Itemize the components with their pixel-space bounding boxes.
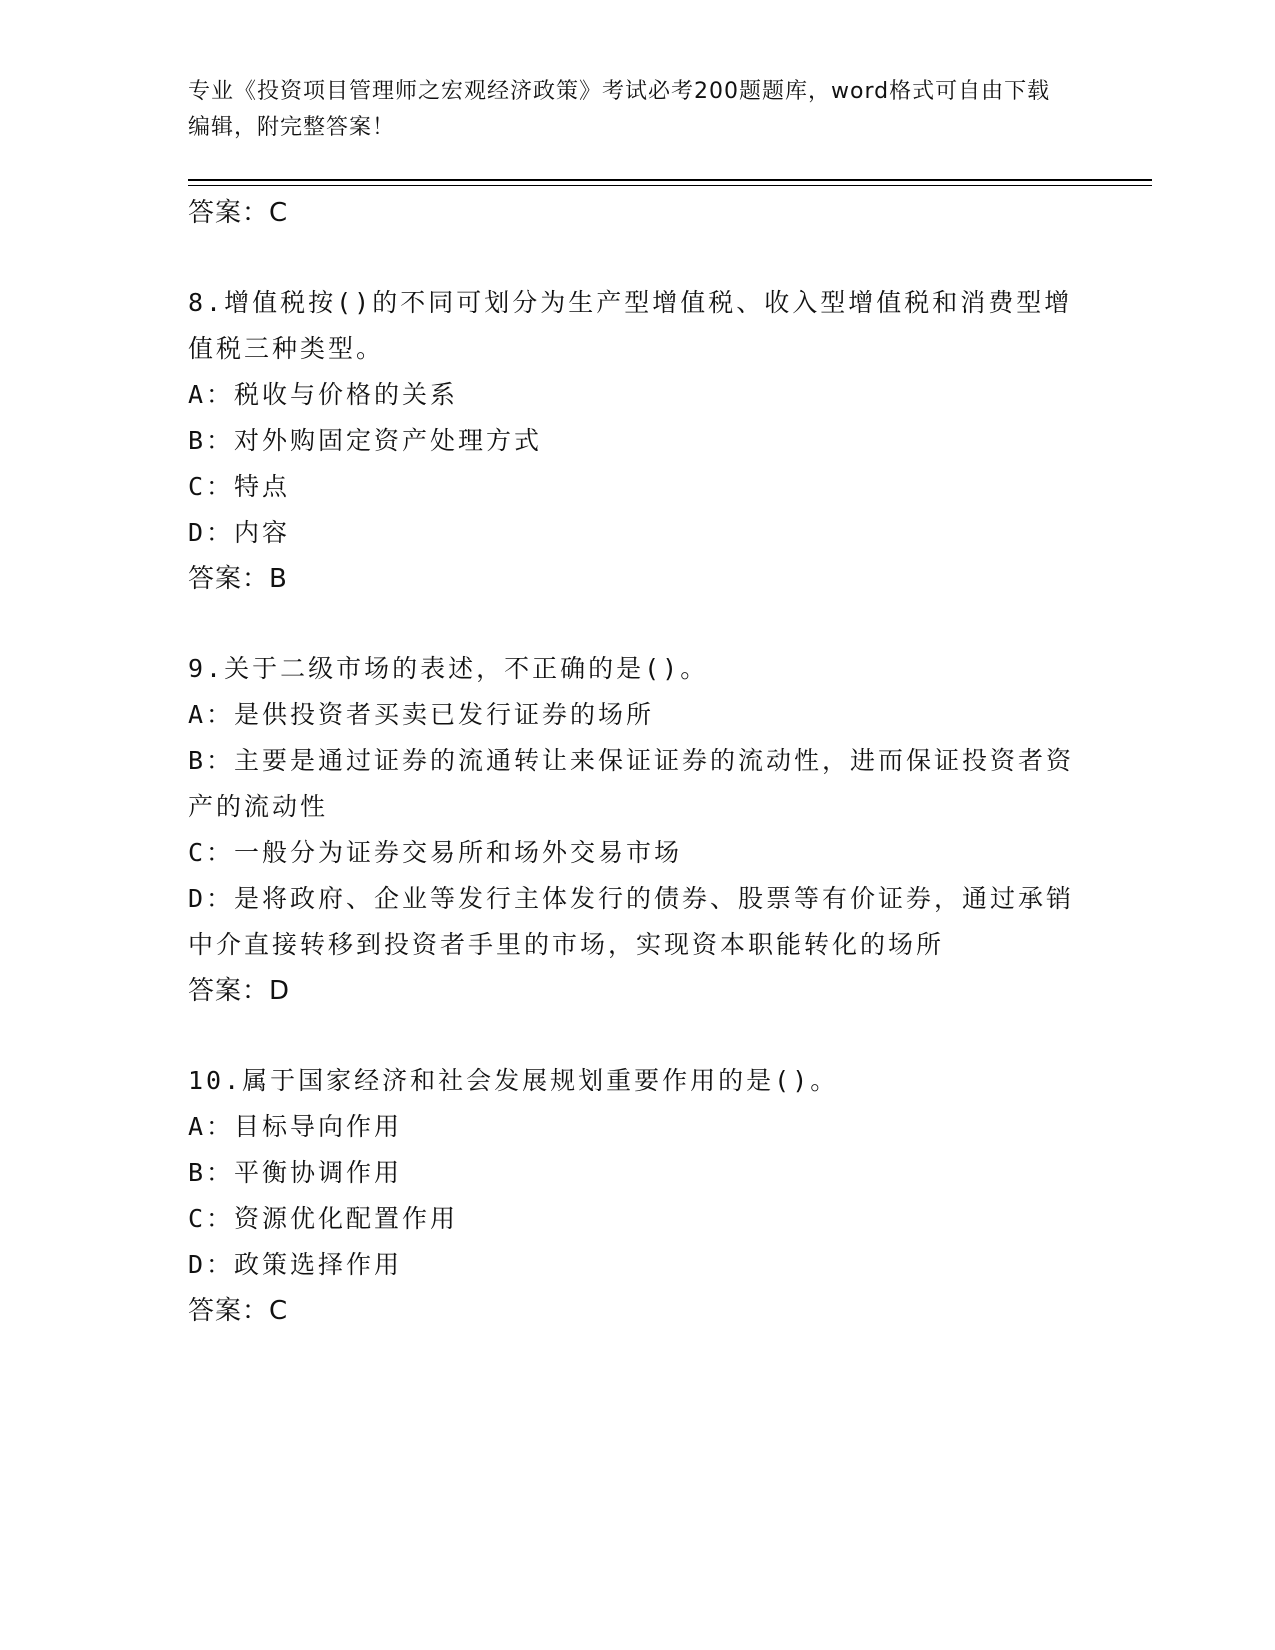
option-c: C：一般分为证券交易所和场外交易市场 (188, 838, 683, 867)
option-a: A：税收与价格的关系 (188, 380, 459, 409)
option-b: B：平衡协调作用 (188, 1158, 403, 1187)
question-9 (188, 646, 1088, 1014)
option-b: B：主要是通过证券的流通转让来保证证券的流动性，进而保证投资者资产的流动性 (188, 746, 1075, 821)
question-8 (188, 280, 1088, 602)
header-rule-thick (188, 179, 1152, 181)
question-stem: 9.关于二级市场的表述，不正确的是()。 (188, 654, 709, 683)
option-d: D：内容 (188, 518, 291, 547)
question-stem: 10.属于国家经济和社会发展规划重要作用的是()。 (188, 1066, 839, 1095)
answer-line: 答案：B (188, 564, 288, 594)
answer-line: 答案：C (188, 198, 289, 228)
option-a: A：是供投资者买卖已发行证券的场所 (188, 700, 655, 729)
question-stem: 8.增值税按()的不同可划分为生产型增值税、收入型增值税和消费型增值税三种类型。 (188, 288, 1073, 363)
document-header: 专业《投资项目管理师之宏观经济政策》考试必考200题题库，word格式可自由下载编辑，附完整答案！ (188, 79, 1051, 140)
option-d: D：是将政府、企业等发行主体发行的债券、股票等有价证券，通过承销中介直接转移到投资者手里的市场，实现资本职能转化的场所 (188, 884, 1075, 959)
header-rule-thin (188, 185, 1152, 186)
option-c: C：特点 (188, 472, 291, 501)
option-d: D：政策选择作用 (188, 1250, 403, 1279)
answer-line: 答案：D (188, 976, 291, 1006)
option-c: C：资源优化配置作用 (188, 1204, 459, 1233)
question-10 (188, 1058, 1088, 1334)
document-body (188, 190, 1088, 1334)
answer-line: 答案：C (188, 1296, 289, 1326)
option-a: A：目标导向作用 (188, 1112, 403, 1141)
option-b: B：对外购固定资产处理方式 (188, 426, 543, 455)
